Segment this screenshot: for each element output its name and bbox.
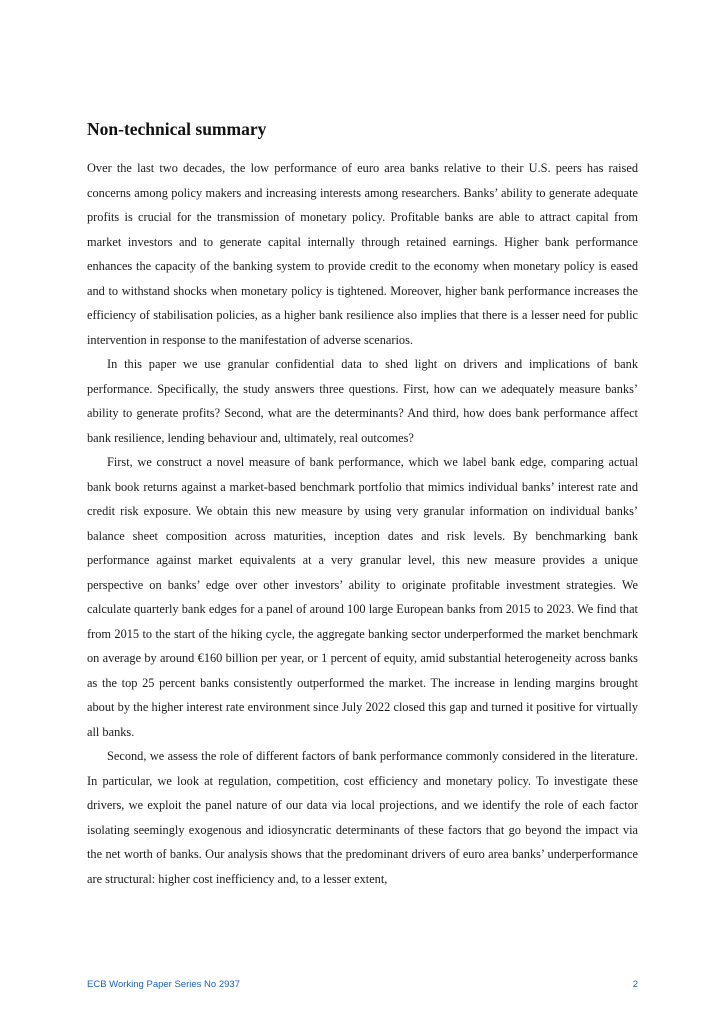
paragraph-research-questions: In this paper we use granular confidential data to shed light on drivers and implications of bank performance. Specifically, the study answers three questions. First, how can we adequately measure banks’ ability to generate profits? Second, what are the determinants? And third, how does bank performance affect bank resilience, lending behaviour and, ultimately, real outcomes? — [87, 357, 638, 445]
paragraph-intro: Over the last two decades, the low performance of euro area banks relative to their U.S. peers has raised concerns among policy makers and increasing interests among researchers. Banks’ ability to generate adequate profits is crucial for the transmission of monetary policy. Profitable banks are able to attract capital from market investors and to generate capital internally through retained earnings. Higher bank performance enhances the capacity of the banking system to provide credit to the economy when monetary policy is eased and to withstand shocks when monetary policy is tightened. Moreover, higher bank performance increases the efficiency of stabilisation policies, as a higher bank resilience also implies that there is a lesser need for public intervention in response to the manifestation of adverse scenarios. — [87, 161, 638, 347]
summary-body — [87, 156, 638, 891]
footer-series-label: ECB Working Paper Series No 2937 — [87, 979, 240, 990]
section-heading: Non-technical summary — [87, 119, 267, 139]
paragraph-bank-edge-measure: First, we construct a novel measure of bank performance, which we label bank edge, comparing actual bank book returns against a market-based benchmark portfolio that mimics individual banks’ interest rate and credit risk exposure. We obtain this new measure by using very granular information on individual banks’ balance sheet composition across maturities, inception dates and risk levels. By benchmarking bank performance against market equivalents at a very granular level, this new measure provides a unique perspective on banks’ edge over other investors’ ability to originate profitable investment strategies. We calculate quarterly bank edges for a panel of around 100 large European banks from 2015 to 2023. We find that from 2015 to the start of the hiking cycle, the aggregate banking sector underperformed the market benchmark on average by around €160 billion per year, or 1 percent of equity, amid substantial heterogeneity across banks as the top 25 percent banks consistently outperformed the market. The increase in lending margins brought about by the higher interest rate environment since July 2022 closed this gap and turned it positive for virtually all banks. — [87, 455, 638, 739]
paragraph-drivers: Second, we assess the role of different factors of bank performance commonly considered in the literature. In particular, we look at regulation, competition, cost efficiency and monetary policy. To investigate these drivers, we exploit the panel nature of our data via local projections, and we identify the role of each factor isolating seemingly exogenous and idiosyncratic determinants of these factors that go beyond the impact via the net worth of banks. Our analysis shows that the predominant drivers of euro area banks’ underperformance are structural: higher cost inefficiency and, to a lesser extent, — [87, 749, 638, 886]
footer-page-number: 2 — [632, 979, 638, 990]
